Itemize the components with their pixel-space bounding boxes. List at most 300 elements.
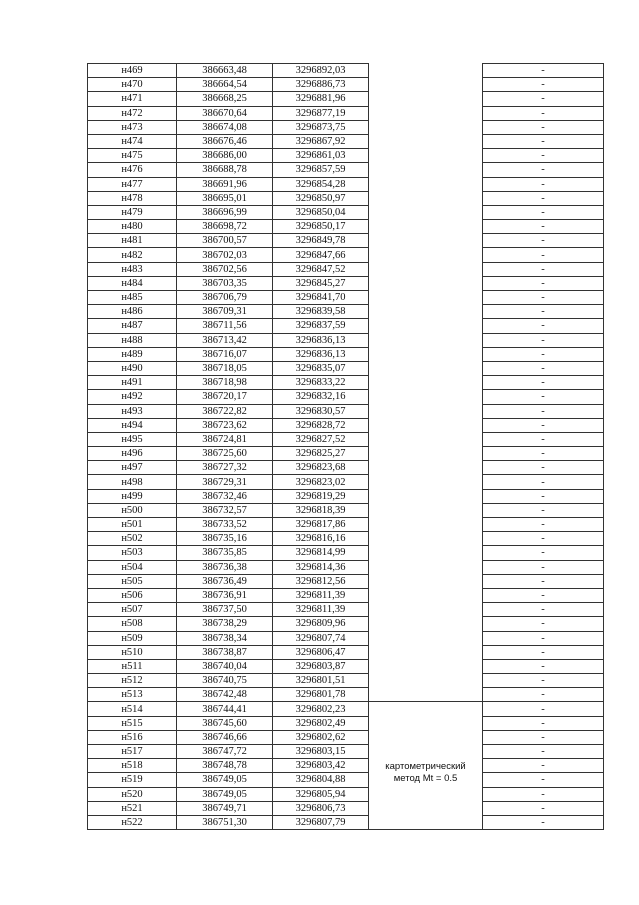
x-coordinate-cell: 386718,05 [177,361,273,375]
table-row [88,560,604,574]
y-coordinate-cell: 3296835,07 [273,361,369,375]
description-cell: - [483,773,604,787]
point-id-cell: н472 [88,106,177,120]
table-row [88,659,604,673]
table-row [88,262,604,276]
description-cell: - [483,588,604,602]
description-cell: - [483,248,604,262]
x-coordinate-cell: 386736,91 [177,588,273,602]
description-cell: - [483,234,604,248]
point-id-cell: н502 [88,532,177,546]
y-coordinate-cell: 3296803,15 [273,745,369,759]
y-coordinate-cell: 3296811,39 [273,603,369,617]
description-cell: - [483,702,604,716]
point-id-cell: н507 [88,603,177,617]
table-row [88,773,604,787]
description-cell: - [483,291,604,305]
description-cell: - [483,574,604,588]
description-cell: - [483,134,604,148]
y-coordinate-cell: 3296812,56 [273,574,369,588]
description-cell: - [483,759,604,773]
x-coordinate-cell: 386744,41 [177,702,273,716]
point-id-cell: н488 [88,333,177,347]
point-id-cell: н476 [88,163,177,177]
y-coordinate-cell: 3296809,96 [273,617,369,631]
x-coordinate-cell: 386751,30 [177,815,273,829]
point-id-cell: н509 [88,631,177,645]
x-coordinate-cell: 386725,60 [177,447,273,461]
table-row [88,106,604,120]
point-id-cell: н487 [88,319,177,333]
x-coordinate-cell: 386686,00 [177,149,273,163]
method-cell [369,447,483,461]
x-coordinate-cell: 386749,05 [177,773,273,787]
table-row [88,461,604,475]
x-coordinate-cell: 386738,34 [177,631,273,645]
description-cell: - [483,447,604,461]
point-id-cell: н516 [88,730,177,744]
point-id-cell: н503 [88,546,177,560]
point-id-cell: н489 [88,347,177,361]
method-cell [369,461,483,475]
point-id-cell: н522 [88,815,177,829]
y-coordinate-cell: 3296817,86 [273,518,369,532]
method-note-line2: метод Mt = 0.5 [393,772,458,784]
x-coordinate-cell: 386709,31 [177,305,273,319]
table-row [88,191,604,205]
point-id-cell: н493 [88,404,177,418]
method-note-cell [369,702,483,830]
y-coordinate-cell: 3296825,27 [273,447,369,461]
table-row [88,617,604,631]
y-coordinate-cell: 3296861,03 [273,149,369,163]
method-cell [369,134,483,148]
description-cell: - [483,262,604,276]
table-row [88,702,604,716]
description-cell: - [483,730,604,744]
y-coordinate-cell: 3296867,92 [273,134,369,148]
point-id-cell: н471 [88,92,177,106]
x-coordinate-cell: 386732,46 [177,489,273,503]
method-cell [369,574,483,588]
y-coordinate-cell: 3296830,57 [273,404,369,418]
table-row [88,518,604,532]
method-cell [369,319,483,333]
x-coordinate-cell: 386723,62 [177,418,273,432]
method-cell [369,546,483,560]
description-cell: - [483,475,604,489]
coordinates-table [87,63,604,830]
y-coordinate-cell: 3296805,94 [273,787,369,801]
method-cell [369,645,483,659]
description-cell: - [483,120,604,134]
description-cell: - [483,645,604,659]
y-coordinate-cell: 3296807,74 [273,631,369,645]
y-coordinate-cell: 3296828,72 [273,418,369,432]
description-cell: - [483,688,604,702]
x-coordinate-cell: 386748,78 [177,759,273,773]
method-cell [369,404,483,418]
y-coordinate-cell: 3296873,75 [273,120,369,134]
y-coordinate-cell: 3296854,28 [273,177,369,191]
point-id-cell: н481 [88,234,177,248]
x-coordinate-cell: 386702,56 [177,262,273,276]
method-cell [369,305,483,319]
x-coordinate-cell: 386722,82 [177,404,273,418]
description-cell: - [483,546,604,560]
table-row [88,532,604,546]
x-coordinate-cell: 386664,54 [177,78,273,92]
description-cell: - [483,418,604,432]
table-row [88,361,604,375]
point-id-cell: н511 [88,659,177,673]
table-row [88,574,604,588]
table-row [88,489,604,503]
x-coordinate-cell: 386691,96 [177,177,273,191]
x-coordinate-cell: 386676,46 [177,134,273,148]
method-cell [369,262,483,276]
y-coordinate-cell: 3296836,13 [273,333,369,347]
method-cell [369,489,483,503]
method-cell [369,432,483,446]
point-id-cell: н475 [88,149,177,163]
x-coordinate-cell: 386732,57 [177,503,273,517]
method-cell [369,361,483,375]
method-cell [369,291,483,305]
y-coordinate-cell: 3296850,17 [273,220,369,234]
table-row [88,418,604,432]
description-cell: - [483,404,604,418]
x-coordinate-cell: 386745,60 [177,716,273,730]
method-cell [369,64,483,78]
method-note-line1: картометрический [385,760,466,772]
coordinates-table-body [88,64,604,830]
point-id-cell: н485 [88,291,177,305]
description-cell: - [483,432,604,446]
x-coordinate-cell: 386749,05 [177,787,273,801]
x-coordinate-cell: 386670,64 [177,106,273,120]
x-coordinate-cell: 386738,29 [177,617,273,631]
y-coordinate-cell: 3296833,22 [273,376,369,390]
x-coordinate-cell: 386740,75 [177,674,273,688]
method-cell [369,518,483,532]
x-coordinate-cell: 386718,98 [177,376,273,390]
y-coordinate-cell: 3296827,52 [273,432,369,446]
description-cell: - [483,489,604,503]
description-cell: - [483,674,604,688]
y-coordinate-cell: 3296814,36 [273,560,369,574]
x-coordinate-cell: 386737,50 [177,603,273,617]
x-coordinate-cell: 386749,71 [177,801,273,815]
point-id-cell: н501 [88,518,177,532]
point-id-cell: н470 [88,78,177,92]
method-cell [369,688,483,702]
method-cell [369,674,483,688]
description-cell: - [483,205,604,219]
description-cell: - [483,518,604,532]
point-id-cell: н479 [88,205,177,219]
description-cell: - [483,64,604,78]
x-coordinate-cell: 386736,49 [177,574,273,588]
table-row [88,730,604,744]
x-coordinate-cell: 386706,79 [177,291,273,305]
table-row [88,205,604,219]
x-coordinate-cell: 386696,99 [177,205,273,219]
x-coordinate-cell: 386702,03 [177,248,273,262]
description-cell: - [483,659,604,673]
method-cell [369,617,483,631]
table-row [88,149,604,163]
point-id-cell: н496 [88,447,177,461]
method-cell [369,588,483,602]
table-row [88,276,604,290]
table-row [88,631,604,645]
x-coordinate-cell: 386695,01 [177,191,273,205]
y-coordinate-cell: 3296823,02 [273,475,369,489]
description-cell: - [483,149,604,163]
method-cell [369,92,483,106]
point-id-cell: н499 [88,489,177,503]
description-cell: - [483,603,604,617]
x-coordinate-cell: 386698,72 [177,220,273,234]
y-coordinate-cell: 3296850,97 [273,191,369,205]
point-id-cell: н477 [88,177,177,191]
table-row [88,220,604,234]
y-coordinate-cell: 3296881,96 [273,92,369,106]
table-row [88,347,604,361]
y-coordinate-cell: 3296802,49 [273,716,369,730]
description-cell: - [483,745,604,759]
point-id-cell: н480 [88,220,177,234]
point-id-cell: н519 [88,773,177,787]
method-cell [369,631,483,645]
point-id-cell: н510 [88,645,177,659]
y-coordinate-cell: 3296832,16 [273,390,369,404]
x-coordinate-cell: 386688,78 [177,163,273,177]
description-cell: - [483,347,604,361]
point-id-cell: н491 [88,376,177,390]
description-cell: - [483,787,604,801]
description-cell: - [483,276,604,290]
y-coordinate-cell: 3296850,04 [273,205,369,219]
x-coordinate-cell: 386663,48 [177,64,273,78]
table-row [88,376,604,390]
x-coordinate-cell: 386727,32 [177,461,273,475]
x-coordinate-cell: 386740,04 [177,659,273,673]
y-coordinate-cell: 3296836,13 [273,347,369,361]
x-coordinate-cell: 386720,17 [177,390,273,404]
method-cell [369,78,483,92]
method-cell [369,149,483,163]
table-row [88,759,604,773]
description-cell: - [483,92,604,106]
table-row [88,503,604,517]
method-cell [369,205,483,219]
point-id-cell: н515 [88,716,177,730]
x-coordinate-cell: 386735,85 [177,546,273,560]
method-cell [369,333,483,347]
description-cell: - [483,560,604,574]
point-id-cell: н469 [88,64,177,78]
point-id-cell: н492 [88,390,177,404]
x-coordinate-cell: 386703,35 [177,276,273,290]
y-coordinate-cell: 3296806,47 [273,645,369,659]
method-cell [369,418,483,432]
point-id-cell: н490 [88,361,177,375]
x-coordinate-cell: 386746,66 [177,730,273,744]
point-id-cell: н486 [88,305,177,319]
point-id-cell: н495 [88,432,177,446]
description-cell: - [483,631,604,645]
method-cell [369,376,483,390]
table-row [88,787,604,801]
y-coordinate-cell: 3296849,78 [273,234,369,248]
point-id-cell: н505 [88,574,177,588]
x-coordinate-cell: 386742,48 [177,688,273,702]
table-row [88,120,604,134]
method-cell [369,659,483,673]
method-cell [369,191,483,205]
table-row [88,64,604,78]
description-cell: - [483,376,604,390]
y-coordinate-cell: 3296841,70 [273,291,369,305]
method-cell [369,503,483,517]
point-id-cell: н497 [88,461,177,475]
y-coordinate-cell: 3296819,29 [273,489,369,503]
point-id-cell: н494 [88,418,177,432]
table-row [88,815,604,829]
y-coordinate-cell: 3296804,88 [273,773,369,787]
description-cell: - [483,390,604,404]
x-coordinate-cell: 386700,57 [177,234,273,248]
y-coordinate-cell: 3296807,79 [273,815,369,829]
method-cell [369,603,483,617]
description-cell: - [483,78,604,92]
method-cell [369,163,483,177]
point-id-cell: н484 [88,276,177,290]
y-coordinate-cell: 3296892,03 [273,64,369,78]
point-id-cell: н506 [88,588,177,602]
y-coordinate-cell: 3296818,39 [273,503,369,517]
point-id-cell: н483 [88,262,177,276]
table-row [88,319,604,333]
description-cell: - [483,361,604,375]
point-id-cell: н498 [88,475,177,489]
y-coordinate-cell: 3296803,42 [273,759,369,773]
description-cell: - [483,532,604,546]
y-coordinate-cell: 3296811,39 [273,588,369,602]
table-row [88,801,604,815]
x-coordinate-cell: 386735,16 [177,532,273,546]
table-row [88,248,604,262]
description-cell: - [483,617,604,631]
method-cell [369,177,483,191]
x-coordinate-cell: 386729,31 [177,475,273,489]
y-coordinate-cell: 3296802,62 [273,730,369,744]
point-id-cell: н504 [88,560,177,574]
table-row [88,291,604,305]
y-coordinate-cell: 3296886,73 [273,78,369,92]
y-coordinate-cell: 3296823,68 [273,461,369,475]
table-row [88,432,604,446]
x-coordinate-cell: 386736,38 [177,560,273,574]
point-id-cell: н473 [88,120,177,134]
x-coordinate-cell: 386711,56 [177,319,273,333]
description-cell: - [483,106,604,120]
method-cell [369,106,483,120]
point-id-cell: н518 [88,759,177,773]
table-row [88,404,604,418]
x-coordinate-cell: 386747,72 [177,745,273,759]
point-id-cell: н508 [88,617,177,631]
point-id-cell: н513 [88,688,177,702]
method-cell [369,532,483,546]
method-cell [369,390,483,404]
point-id-cell: н478 [88,191,177,205]
point-id-cell: н520 [88,787,177,801]
description-cell: - [483,163,604,177]
method-cell [369,120,483,134]
table-row [88,745,604,759]
y-coordinate-cell: 3296806,73 [273,801,369,815]
table-row [88,603,604,617]
description-cell: - [483,220,604,234]
table-row [88,305,604,319]
table-row [88,134,604,148]
x-coordinate-cell: 386674,08 [177,120,273,134]
description-cell: - [483,716,604,730]
point-id-cell: н500 [88,503,177,517]
table-row [88,588,604,602]
y-coordinate-cell: 3296803,87 [273,659,369,673]
description-cell: - [483,801,604,815]
description-cell: - [483,461,604,475]
table-row [88,390,604,404]
description-cell: - [483,333,604,347]
y-coordinate-cell: 3296857,59 [273,163,369,177]
y-coordinate-cell: 3296801,51 [273,674,369,688]
method-cell [369,560,483,574]
point-id-cell: н517 [88,745,177,759]
method-cell [369,347,483,361]
method-cell [369,475,483,489]
y-coordinate-cell: 3296837,59 [273,319,369,333]
y-coordinate-cell: 3296847,52 [273,262,369,276]
table-row [88,234,604,248]
description-cell: - [483,319,604,333]
table-row [88,475,604,489]
table-row [88,645,604,659]
y-coordinate-cell: 3296845,27 [273,276,369,290]
x-coordinate-cell: 386713,42 [177,333,273,347]
y-coordinate-cell: 3296839,58 [273,305,369,319]
point-id-cell: н514 [88,702,177,716]
y-coordinate-cell: 3296847,66 [273,248,369,262]
point-id-cell: н521 [88,801,177,815]
method-cell [369,248,483,262]
y-coordinate-cell: 3296814,99 [273,546,369,560]
point-id-cell: н512 [88,674,177,688]
y-coordinate-cell: 3296802,23 [273,702,369,716]
description-cell: - [483,191,604,205]
x-coordinate-cell: 386668,25 [177,92,273,106]
table-row [88,546,604,560]
table-row [88,716,604,730]
description-cell: - [483,815,604,829]
y-coordinate-cell: 3296816,16 [273,532,369,546]
method-cell [369,220,483,234]
x-coordinate-cell: 386724,81 [177,432,273,446]
